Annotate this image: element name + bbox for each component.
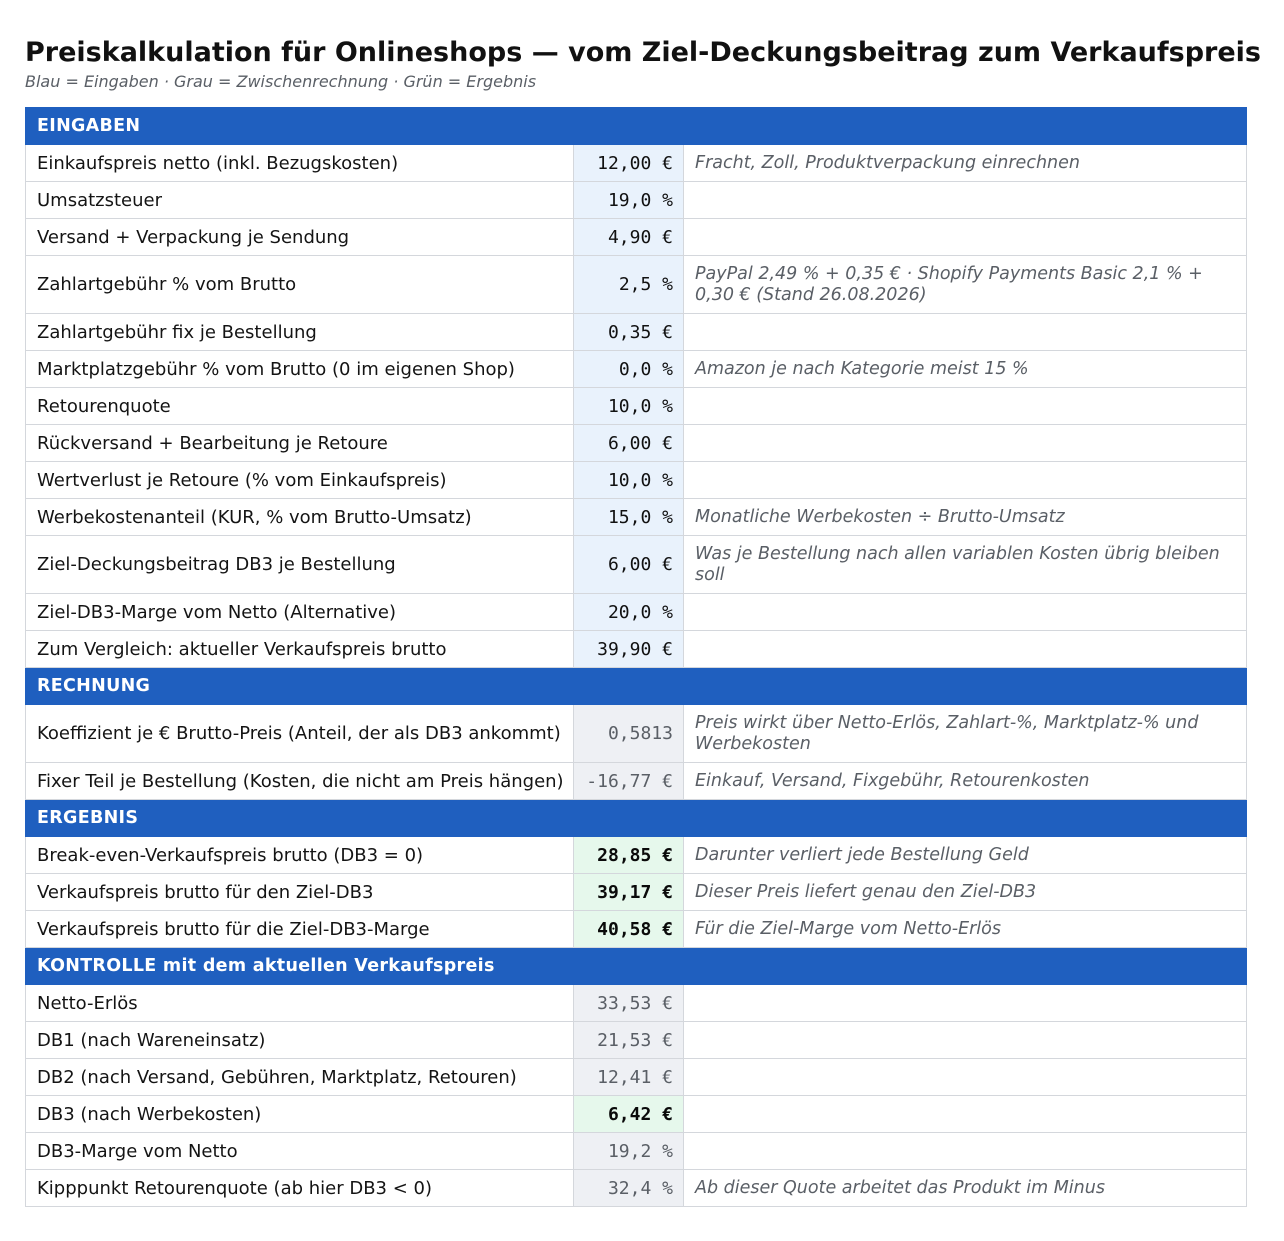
sheet (25, 36, 1261, 1207)
row-label: Zahlartgebühr fix je Bestellung (26, 314, 574, 351)
input-value[interactable]: 39,90 € (574, 631, 684, 668)
table-row (26, 499, 1247, 536)
row-label: Zahlartgebühr % vom Brutto (26, 256, 574, 314)
table-row (26, 1059, 1247, 1096)
input-value[interactable]: 4,90 € (574, 219, 684, 256)
result-value: 39,17 € (574, 874, 684, 911)
row-label: Verkaufspreis brutto für die Ziel-DB3-Marge (26, 911, 574, 948)
legend-subtitle: Blau = Eingaben · Grau = Zwischenrechnung · Grün = Ergebnis (25, 72, 537, 91)
result-value: 28,85 € (574, 837, 684, 874)
row-note (684, 1059, 1247, 1096)
result-value: 6,42 € (574, 1096, 684, 1133)
row-label: Versand + Verpackung je Sendung (26, 219, 574, 256)
computed-value: 12,41 € (574, 1059, 684, 1096)
row-label: DB2 (nach Versand, Gebühren, Marktplatz, Retouren) (26, 1059, 574, 1096)
section-title: ERGEBNIS (26, 800, 1247, 837)
table-row (26, 145, 1247, 182)
table-row (26, 462, 1247, 499)
row-label: Break-even-Verkaufspreis brutto (DB3 = 0) (26, 837, 574, 874)
row-note: Preis wirkt über Netto-Erlös, Zahlart-%, Marktplatz-% und Werbekosten (684, 705, 1247, 763)
table-row (26, 536, 1247, 594)
table-row (26, 388, 1247, 425)
row-label: DB3-Marge vom Netto (26, 1133, 574, 1170)
section-header-eingaben (26, 108, 1247, 145)
result-value: 40,58 € (574, 911, 684, 948)
row-note (684, 462, 1247, 499)
row-note (684, 314, 1247, 351)
table-row (26, 594, 1247, 631)
row-label: Zum Vergleich: aktueller Verkaufspreis brutto (26, 631, 574, 668)
row-label: Rückversand + Bearbeitung je Retoure (26, 425, 574, 462)
row-note: PayPal 2,49 % + 0,35 € · Shopify Payments Basic 2,1 % + 0,30 € (Stand 26.08.2026) (684, 256, 1247, 314)
input-value[interactable]: 6,00 € (574, 425, 684, 462)
row-note (684, 1022, 1247, 1059)
row-label: Marktplatzgebühr % vom Brutto (0 im eigenen Shop) (26, 351, 574, 388)
row-note (684, 631, 1247, 668)
computed-value: 33,53 € (574, 985, 684, 1022)
table-row (26, 351, 1247, 388)
row-label: Kipppunkt Retourenquote (ab hier DB3 < 0) (26, 1170, 574, 1207)
row-label: Retourenquote (26, 388, 574, 425)
computed-value: -16,77 € (574, 763, 684, 800)
input-value[interactable]: 10,0 % (574, 388, 684, 425)
row-label: Verkaufspreis brutto für den Ziel-DB3 (26, 874, 574, 911)
row-note: Monatliche Werbekosten ÷ Brutto-Umsatz (684, 499, 1247, 536)
section-header-ergebnis (26, 800, 1247, 837)
row-note: Was je Bestellung nach allen variablen Kosten übrig bleiben soll (684, 536, 1247, 594)
section-header-kontrolle (26, 948, 1247, 985)
table-row (26, 1133, 1247, 1170)
table-row (26, 256, 1247, 314)
row-label: Einkaufspreis netto (inkl. Bezugskosten) (26, 145, 574, 182)
input-value[interactable]: 15,0 % (574, 499, 684, 536)
row-note (684, 985, 1247, 1022)
row-label: Fixer Teil je Bestellung (Kosten, die nicht am Preis hängen) (26, 763, 574, 800)
computed-value: 32,4 % (574, 1170, 684, 1207)
section-title: EINGABEN (26, 108, 1247, 145)
row-note: Darunter verliert jede Bestellung Geld (684, 837, 1247, 874)
section-title: RECHNUNG (26, 668, 1247, 705)
row-note (684, 1133, 1247, 1170)
table-row (26, 985, 1247, 1022)
input-value[interactable]: 2,5 % (574, 256, 684, 314)
row-note: Amazon je nach Kategorie meist 15 % (684, 351, 1247, 388)
table-row (26, 314, 1247, 351)
table-row (26, 705, 1247, 763)
computed-value: 19,2 % (574, 1133, 684, 1170)
input-value[interactable]: 0,35 € (574, 314, 684, 351)
section-header-rechnung (26, 668, 1247, 705)
row-note (684, 219, 1247, 256)
row-note: Für die Ziel-Marge vom Netto-Erlös (684, 911, 1247, 948)
row-note: Einkauf, Versand, Fixgebühr, Retourenkosten (684, 763, 1247, 800)
row-label: Ziel-Deckungsbeitrag DB3 je Bestellung (26, 536, 574, 594)
table-row (26, 837, 1247, 874)
table-row (26, 911, 1247, 948)
row-label: Umsatzsteuer (26, 182, 574, 219)
row-note (684, 182, 1247, 219)
table-row (26, 1170, 1247, 1207)
row-label: DB3 (nach Werbekosten) (26, 1096, 574, 1133)
row-note (684, 425, 1247, 462)
table-row (26, 631, 1247, 668)
table-row (26, 1022, 1247, 1059)
computed-value: 0,5813 (574, 705, 684, 763)
calculation-table (25, 107, 1247, 1207)
row-note (684, 1096, 1247, 1133)
row-label: Werbekostenanteil (KUR, % vom Brutto-Umsatz) (26, 499, 574, 536)
row-note: Ab dieser Quote arbeitet das Produkt im Minus (684, 1170, 1247, 1207)
input-value[interactable]: 10,0 % (574, 462, 684, 499)
table-row (26, 1096, 1247, 1133)
input-value[interactable]: 0,0 % (574, 351, 684, 388)
table-row (26, 182, 1247, 219)
row-label: Wertverlust je Retoure (% vom Einkaufspreis) (26, 462, 574, 499)
table-row (26, 763, 1247, 800)
section-title: KONTROLLE mit dem aktuellen Verkaufspreis (26, 948, 1247, 985)
row-label: DB1 (nach Wareneinsatz) (26, 1022, 574, 1059)
input-value[interactable]: 6,00 € (574, 536, 684, 594)
table-row (26, 874, 1247, 911)
input-value[interactable]: 19,0 % (574, 182, 684, 219)
computed-value: 21,53 € (574, 1022, 684, 1059)
page-title: Preiskalkulation für Onlineshops — vom Ziel-Deckungsbeitrag zum Verkaufspreis (25, 37, 1261, 68)
row-label: Koeffizient je € Brutto-Preis (Anteil, der als DB3 ankommt) (26, 705, 574, 763)
row-note: Dieser Preis liefert genau den Ziel-DB3 (684, 874, 1247, 911)
row-note: Fracht, Zoll, Produktverpackung einrechnen (684, 145, 1247, 182)
table-row (26, 219, 1247, 256)
table-row (26, 425, 1247, 462)
row-label: Netto-Erlös (26, 985, 574, 1022)
input-value[interactable]: 12,00 € (574, 145, 684, 182)
input-value[interactable]: 20,0 % (574, 594, 684, 631)
row-note (684, 594, 1247, 631)
row-note (684, 388, 1247, 425)
row-label: Ziel-DB3-Marge vom Netto (Alternative) (26, 594, 574, 631)
